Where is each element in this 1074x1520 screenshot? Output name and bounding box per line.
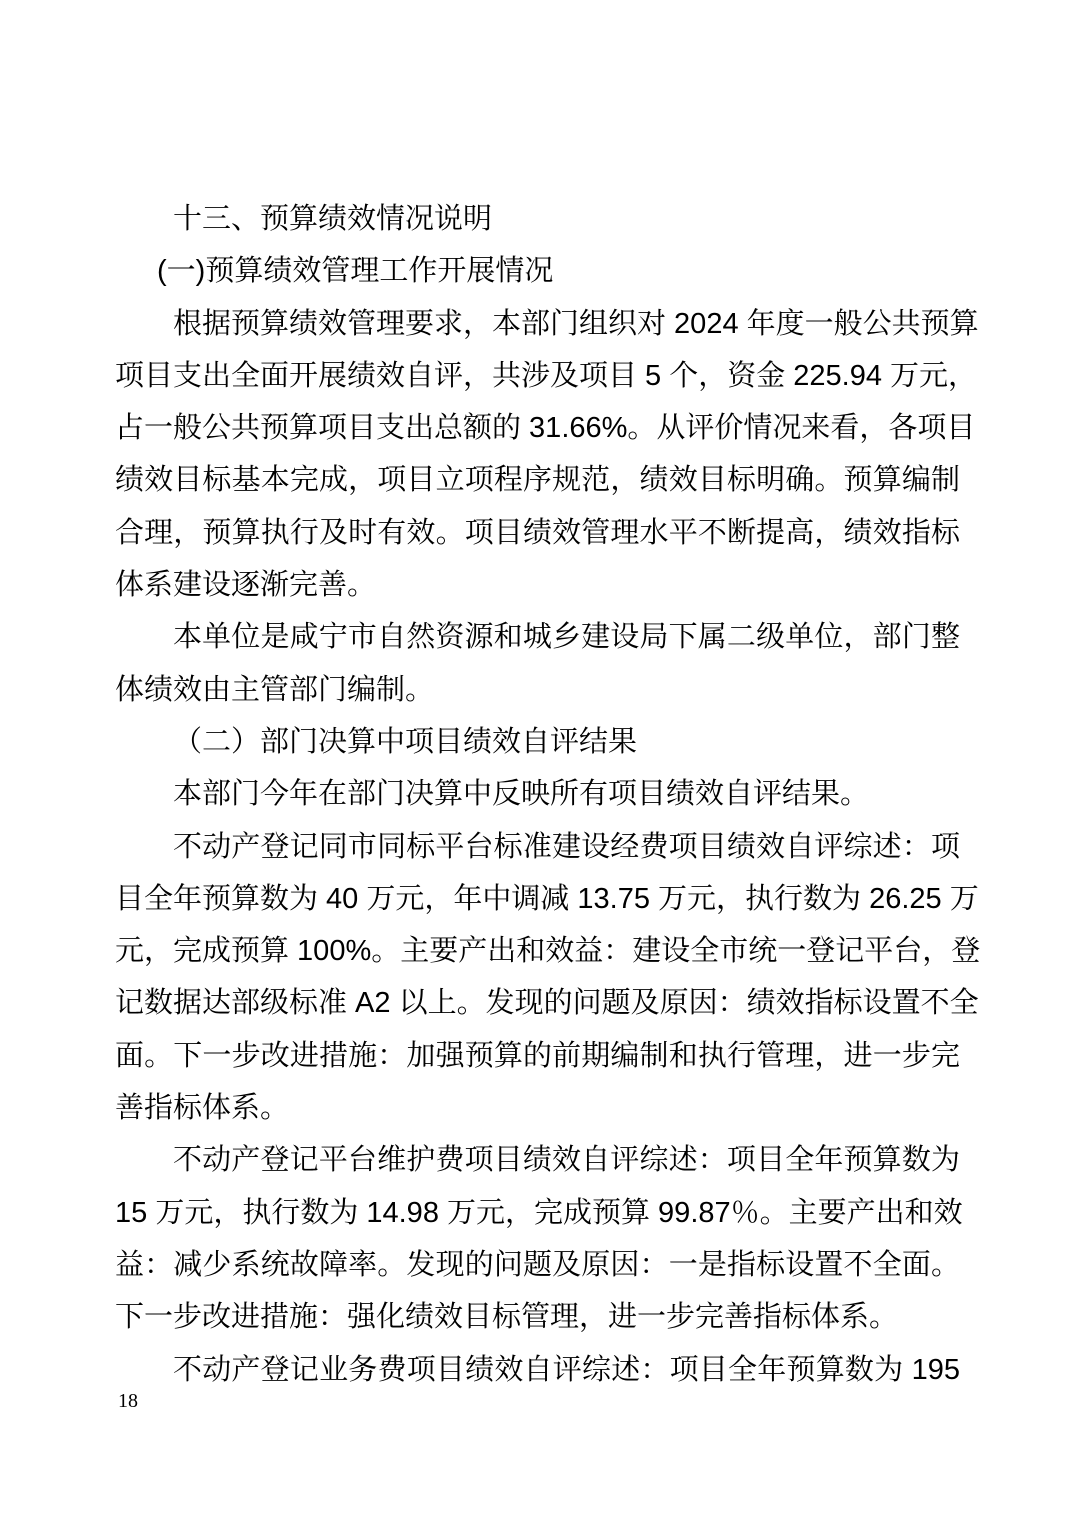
body-line: 本单位是咸宁市自然资源和城乡建设局下属二级单位，部门整 (173, 621, 960, 654)
body-paragraph (115, 821, 981, 1135)
body-line: 面。下一步改进措施：加强预算的前期编制和执行管理，进一步完 (115, 1039, 960, 1072)
body-line: 不动产登记业务费项目绩效自评综述：项目全年预算数为 195 (173, 1353, 960, 1386)
body-line: 目全年预算数为 40 万元，年中调减 13.75 万元，执行数为 26.25 万 (115, 882, 979, 915)
subsection-heading-paragraph (115, 716, 960, 768)
section-heading: 十三、预算绩效情况说明 (173, 203, 493, 235)
body-line: 体绩效由主管部门编制。 (115, 673, 435, 706)
body-paragraph (115, 1344, 960, 1396)
subsection-heading: (一)预算绩效管理工作开展情况 (157, 255, 554, 288)
subsection-heading: （二）部门决算中项目绩效自评结果 (173, 725, 638, 758)
body-line: 不动产登记平台维护费项目绩效自评综述：项目全年预算数为 (173, 1144, 960, 1177)
body-line: 元，完成预算 100%。主要产出和效益：建设全市统一登记平台，登 (115, 935, 981, 968)
body-line: 不动产登记同市同标平台标准建设经费项目绩效自评综述：项 (173, 830, 960, 863)
section-heading-paragraph (115, 193, 960, 245)
body-line: 绩效目标基本完成，项目立项程序规范，绩效目标明确。预算编制 (115, 464, 960, 497)
body-paragraph (115, 768, 960, 820)
body-line: 善指标体系。 (115, 1092, 290, 1125)
text-block (115, 193, 981, 1396)
page-number: 18 (118, 1390, 138, 1412)
body-paragraph (115, 298, 979, 612)
subsection-heading-paragraph (115, 245, 960, 297)
body-paragraph (115, 611, 960, 716)
body-line: 记数据达部级标准 A2 以上。发现的问题及原因：绩效指标设置不全 (115, 987, 979, 1020)
body-line: 合理，预算执行及时有效。项目绩效管理水平不断提高，绩效指标 (115, 516, 960, 549)
body-line: 本部门今年在部门决算中反映所有项目绩效自评结果。 (173, 778, 870, 811)
body-paragraph (115, 1134, 963, 1343)
body-line: 体系建设逐渐完善。 (115, 569, 377, 602)
body-line: 下一步改进措施：强化绩效目标管理，进一步完善指标体系。 (115, 1301, 899, 1334)
body-line: 占一般公共预算项目支出总额的 31.66%。从评价情况来看，各项目 (115, 412, 976, 445)
body-line: 15 万元，执行数为 14.98 万元，完成预算 99.87％。主要产出和效 (115, 1196, 963, 1229)
body-line: 根据预算绩效管理要求，本部门组织对 2024 年度一般公共预算 (173, 307, 979, 340)
body-line: 项目支出全面开展绩效自评，共涉及项目 5 个，资金 225.94 万元， (115, 359, 978, 392)
body-line: 益：减少系统故障率。发现的问题及原因：一是指标设置不全面。 (115, 1248, 960, 1281)
